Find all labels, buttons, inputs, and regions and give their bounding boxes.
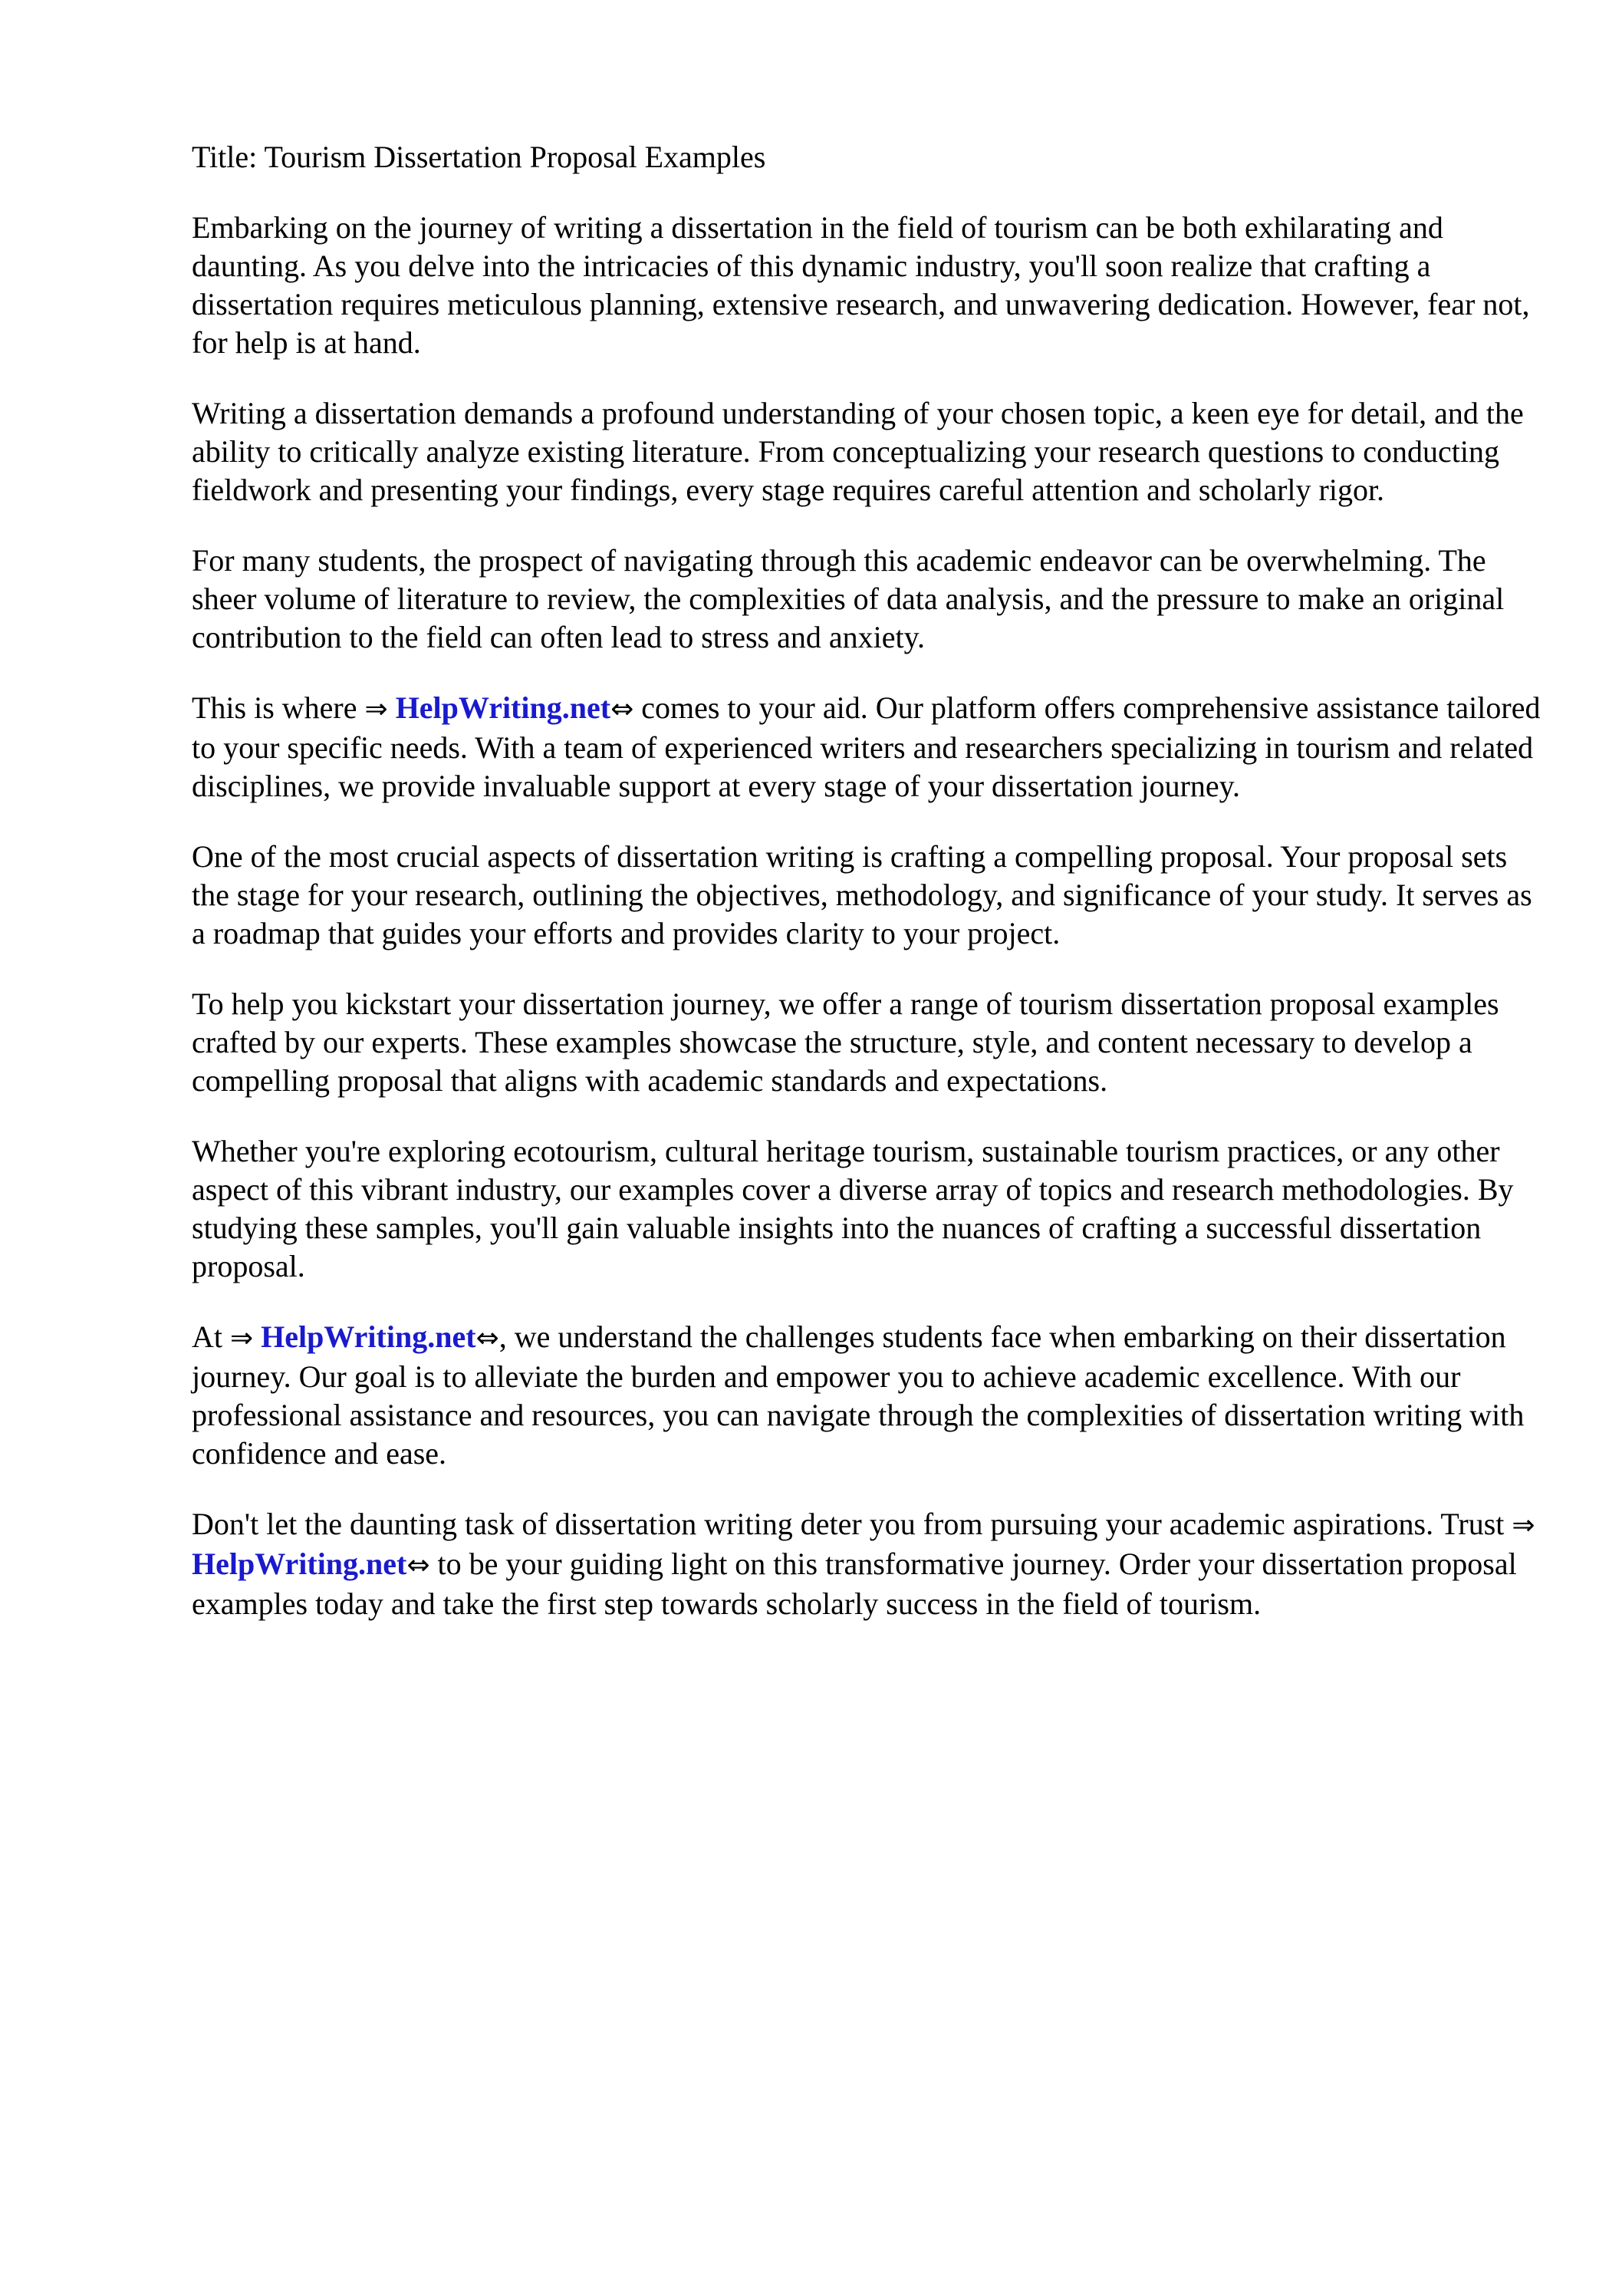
helpwriting-link[interactable]: HelpWriting.net <box>192 1547 407 1581</box>
paragraph-text: comes to your aid. Our platform offers comprehensive assistance tailored to your specific needs. With a team of experienced writers and researchers specializing in tourism and related disciplines, we provide invaluable support at every stage of your dissertation journey. <box>192 690 1541 803</box>
arrow-both-icon: ⇔ <box>406 1550 430 1581</box>
arrow-right-icon: ⇒ <box>1512 1510 1535 1541</box>
paragraph-text: Don't let the daunting task of dissertation writing deter you from pursuing your academic aspirations. Trust <box>192 1507 1505 1541</box>
paragraph-mission <box>192 1318 1541 1473</box>
helpwriting-link[interactable]: HelpWriting.net <box>261 1319 476 1354</box>
paragraph-requirements: Writing a dissertation demands a profound understanding of your chosen topic, a keen eye for detail, and the ability to critically analyze existing literature. From conceptualizing your research questions to conducting fieldwork and presenting your findings, every stage requires careful attention and scholarly rigor. <box>192 396 1524 507</box>
paragraph-examples-offer: To help you kickstart your dissertation journey, we offer a range of tourism dissertation proposal examples crafted by our experts. These examples showcase the structure, style, and content necessary to develop a compelling proposal that aligns with academic standards and expectations. <box>192 987 1499 1098</box>
document-page <box>192 138 1541 1655</box>
document-title: Title: Tourism Dissertation Proposal Examples <box>192 140 766 174</box>
paragraph-text: , we understand the challenges students face when embarking on their dissertation journey. Our goal is to alleviate the burden and empower you to achieve academic excellence. With our professional assistance and resources, you can navigate through the complexities of dissertation writing with confidence and ease. <box>192 1319 1525 1471</box>
paragraph-call-to-action <box>192 1505 1541 1623</box>
paragraph-intro: Embarking on the journey of writing a dissertation in the field of tourism can be both exhilarating and daunting. As you delve into the intricacies of this dynamic industry, you'll soon realize that crafting a dissertation requires meticulous planning, extensive research, and unwavering dedication. However, fear not, for help is at hand. <box>192 210 1530 360</box>
arrow-right-icon: ⇒ <box>364 693 388 725</box>
arrow-both-icon: ⇔ <box>475 1323 499 1354</box>
arrow-both-icon: ⇔ <box>610 693 634 725</box>
paragraph-text: This is where <box>192 690 357 725</box>
paragraph-proposal-importance: One of the most crucial aspects of dissertation writing is crafting a compelling proposal. Your proposal sets the stage for your research, outlining the objectives, methodology, and significance of your study. It serves as a roadmap that guides your efforts and provides clarity to your project. <box>192 839 1532 950</box>
arrow-right-icon: ⇒ <box>230 1323 254 1354</box>
paragraph-topics: Whether you're exploring ecotourism, cultural heritage tourism, sustainable tourism practices, or any other aspect of this vibrant industry, our examples cover a diverse array of topics and research methodologies. By studying these samples, you'll gain valuable insights into the nuances of crafting a successful dissertation proposal. <box>192 1134 1514 1283</box>
paragraph-challenges: For many students, the prospect of navigating through this academic endeavor can be overwhelming. The sheer volume of literature to review, the complexities of data analysis, and the pressure to make an original contribution to the field can often lead to stress and anxiety. <box>192 543 1505 654</box>
paragraph-text: to be your guiding light on this transformative journey. Order your dissertation proposal examples today and take the first step towards scholarly success in the field of tourism. <box>192 1547 1517 1621</box>
paragraph-service-intro <box>192 689 1541 805</box>
paragraph-text: At <box>192 1319 222 1354</box>
helpwriting-link[interactable]: HelpWriting.net <box>395 690 611 725</box>
